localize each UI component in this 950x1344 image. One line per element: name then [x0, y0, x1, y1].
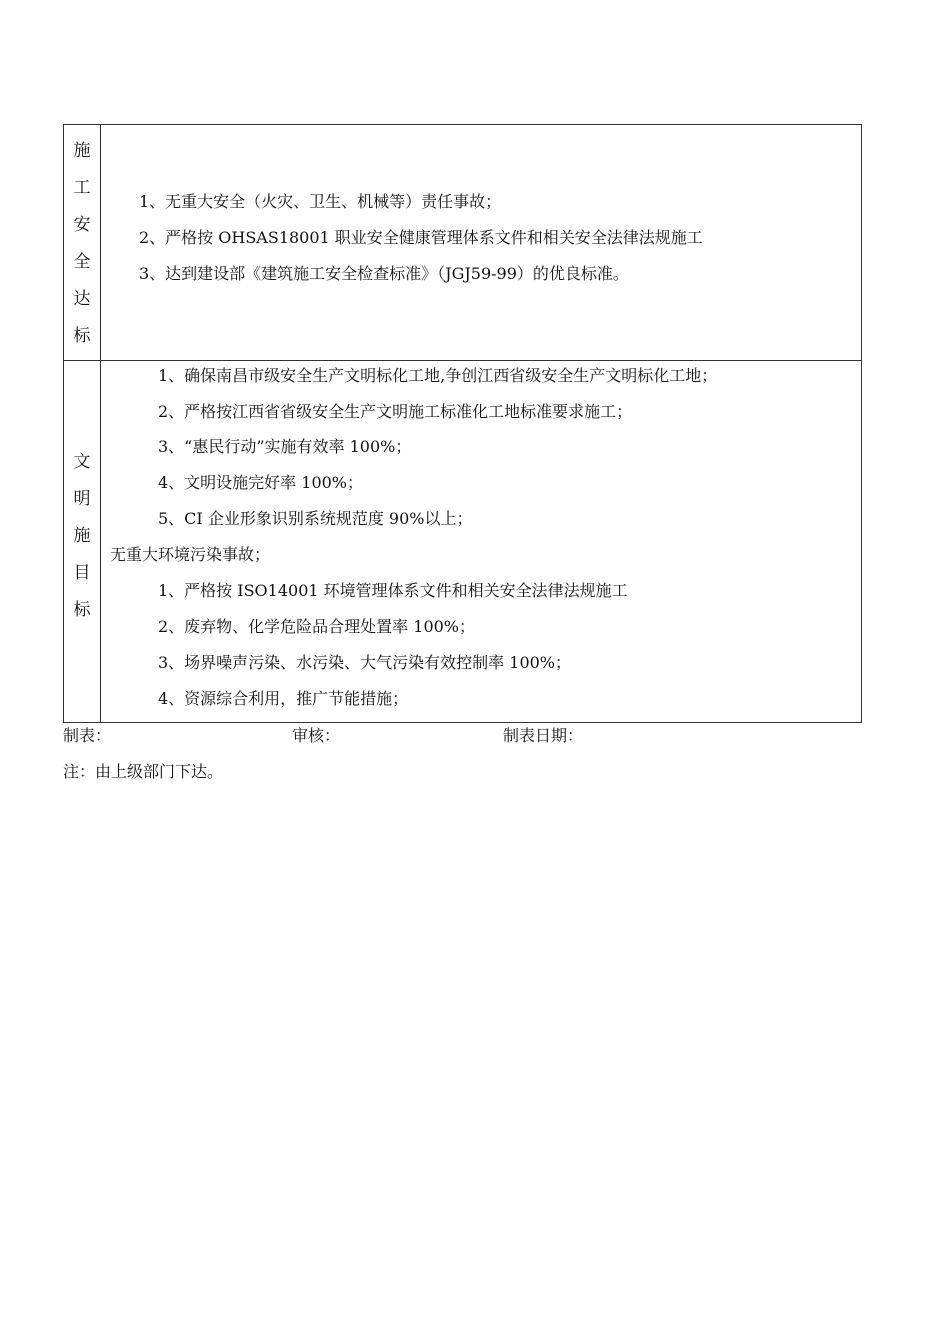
civil-label-char: 明 [73, 489, 91, 509]
civil-row [64, 360, 861, 722]
safety-content [101, 125, 861, 360]
env-item: 3、场界噪声污染、水污染、大气污染有效控制率 100%； [158, 653, 572, 672]
reviewed-by-label: 审核： [292, 726, 341, 745]
civil-label [64, 361, 101, 722]
civil-label-char: 文 [73, 452, 91, 472]
civil-item: 5、CI 企业形象识别系统规范度 90%以上； [158, 509, 473, 528]
safety-label-char: 工 [73, 177, 91, 198]
env-item: 4、资源综合利用，推广节能措施； [158, 689, 409, 708]
civil-item: 2、严格按江西省省级安全生产文明施工标准化工地标准要求施工； [158, 402, 633, 421]
safety-label-char: 全 [73, 251, 91, 272]
env-item: 1、严格按 ISO14001 环境管理体系文件和相关安全法律法规施工 [158, 581, 628, 600]
goals-table [63, 124, 862, 723]
safety-label-char: 施 [73, 140, 91, 161]
civil-item: 3、“惠民行动”实施有效率 100%； [158, 437, 412, 456]
civil-label-char: 施 [73, 526, 91, 546]
civil-label-char: 目 [73, 563, 91, 583]
civil-item: 4、文明设施完好率 100%； [158, 473, 364, 492]
civil-item: 1、确保南昌市级安全生产文明标化工地,争创江西省级安全生产文明标化工地； [158, 366, 718, 385]
safety-item: 1、无重大安全（火灾、卫生、机械等）责任事故； [139, 192, 502, 211]
safety-label [64, 125, 101, 360]
safety-label-char: 标 [73, 325, 91, 346]
safety-item: 3、达到建设部《建筑施工安全检查标准》（JGJ59-99）的优良标准。 [139, 264, 629, 283]
env-heading: 无重大环境污染事故； [110, 545, 271, 564]
prepared-by-label: 制表： [63, 726, 112, 745]
date-label: 制表日期： [503, 726, 584, 745]
env-item: 2、废弃物、化学危险品合理处置率 100%； [158, 617, 476, 636]
safety-label-char: 达 [73, 288, 91, 309]
civil-content [101, 361, 861, 722]
footnote: 注：由上级部门下达。 [63, 762, 224, 781]
safety-item: 2、严格按 OHSAS18001 职业安全健康管理体系文件和相关安全法律法规施工 [139, 228, 703, 247]
safety-label-char: 安 [73, 214, 91, 235]
safety-row [64, 125, 861, 360]
civil-label-char: 标 [73, 600, 91, 620]
